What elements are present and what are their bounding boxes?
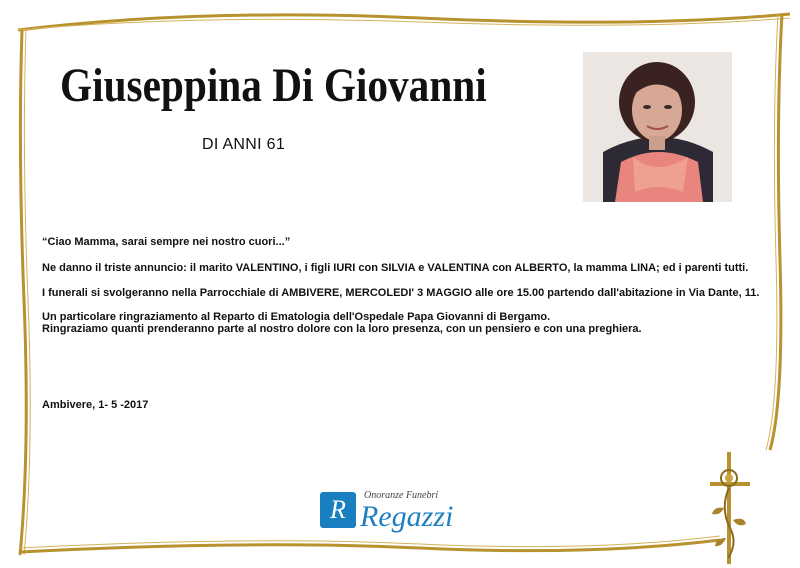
- cross-with-rose-icon: [700, 448, 760, 566]
- funeral-text: I funerali si svolgeranno nella Parrocchiale di AMBIVERE, MERCOLEDI' 3 MAGGIO alle ore 15.00 partendo dall'abitazione in Via Dante, 11.: [42, 287, 760, 299]
- age-text: DI ANNI 61: [202, 136, 286, 153]
- thanks-line-2: Ringraziamo quanti prenderanno parte al nostro dolore con la loro presenza, con un pensiero e con una preghiera.: [42, 323, 642, 335]
- logo-subtitle: Onoranze Funebri: [364, 490, 439, 501]
- logo-company-name: Regazzi: [360, 500, 454, 533]
- announcement-text: Ne danno il triste annuncio: il marito VALENTINO, i figli IURI con SILVIA e VALENTINA con ALBERTO, la mamma LINA; ed i parenti tutti.: [42, 262, 749, 274]
- logo-badge: [320, 492, 356, 528]
- thanks-line-1: Un particolare ringraziamento al Reparto di Ematologia dell'Ospedale Papa Giovanni di Bergamo.: [42, 311, 551, 323]
- portrait-photo: [583, 52, 732, 202]
- quote-text: “Ciao Mamma, sarai sempre nei nostro cuori...”: [42, 236, 291, 248]
- logo-letter: R: [330, 495, 346, 524]
- deceased-name: Giuseppina Di Giovanni: [60, 59, 487, 112]
- place-date: Ambivere, 1- 5 -2017: [42, 399, 149, 411]
- funeral-home-logo: [320, 490, 480, 532]
